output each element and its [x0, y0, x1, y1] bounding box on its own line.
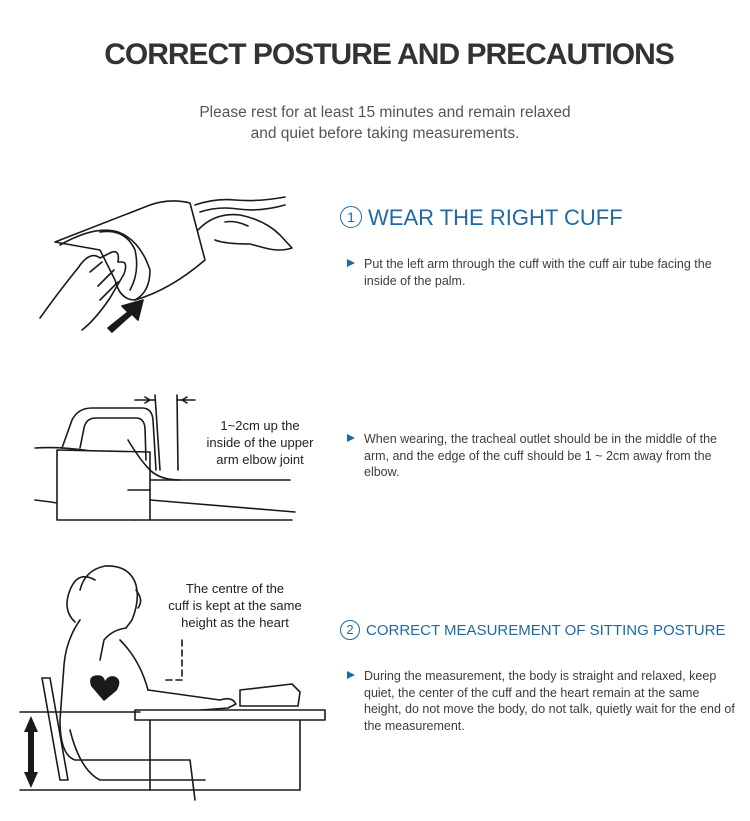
insert-arrow-icon — [108, 300, 143, 332]
elbow-caption-line-3: arm elbow joint — [216, 452, 304, 467]
section1-heading — [340, 205, 623, 231]
elbow-caption-line-2: inside of the upper — [206, 435, 314, 450]
section2-heading — [340, 620, 725, 640]
section2-number-badge: 2 — [340, 620, 360, 640]
section1-bullet-1-text: Put the left arm through the cuff with the cuff air tube facing the inside of the palm. — [364, 257, 712, 288]
bullet-triangle-icon — [347, 434, 355, 442]
section1-bullet-1 — [347, 256, 737, 289]
section1-bullet-2-text: When wearing, the tracheal outlet should be in the middle of the arm, and the edge of the cuff should be 1 ~ 2cm away from the elbow. — [364, 432, 717, 479]
elbow-distance-caption — [190, 417, 330, 468]
section2-title: CORRECT MEASUREMENT OF SITTING POSTURE — [366, 622, 726, 639]
section1-title: WEAR THE RIGHT CUFF — [368, 205, 623, 230]
heart-caption-line-1: The centre of the — [185, 581, 285, 596]
height-arrow-icon — [24, 716, 38, 788]
section2-bullet-1 — [347, 668, 739, 734]
subtitle-line-1: Please rest for at least 15 minutes and remain relaxed — [199, 104, 571, 121]
subtitle-line-2: and quiet before taking measurements. — [250, 125, 520, 142]
section1-number-badge: 1 — [340, 206, 362, 228]
elbow-caption-line-1: 1~2cm up the — [220, 418, 300, 433]
cuff-wrap-illustration — [40, 197, 292, 330]
bullet-triangle-icon — [347, 259, 355, 267]
bullet-triangle-icon — [347, 671, 355, 679]
heart-height-caption — [150, 580, 320, 631]
heart-marker-icon — [91, 676, 119, 700]
heart-caption-line-2: cuff is kept at the same — [168, 598, 302, 613]
page-title: CORRECT POSTURE AND PRECAUTIONS — [104, 38, 674, 71]
section2-bullet-1-text: During the measurement, the body is straight and relaxed, keep quiet, the center of the cuff and the heart remain at the same height, do not move the body, do not talk, quietly wait for the end of the measurement. — [364, 669, 735, 733]
section1-bullet-2 — [347, 431, 737, 481]
heart-caption-line-3: height as the heart — [181, 615, 289, 630]
